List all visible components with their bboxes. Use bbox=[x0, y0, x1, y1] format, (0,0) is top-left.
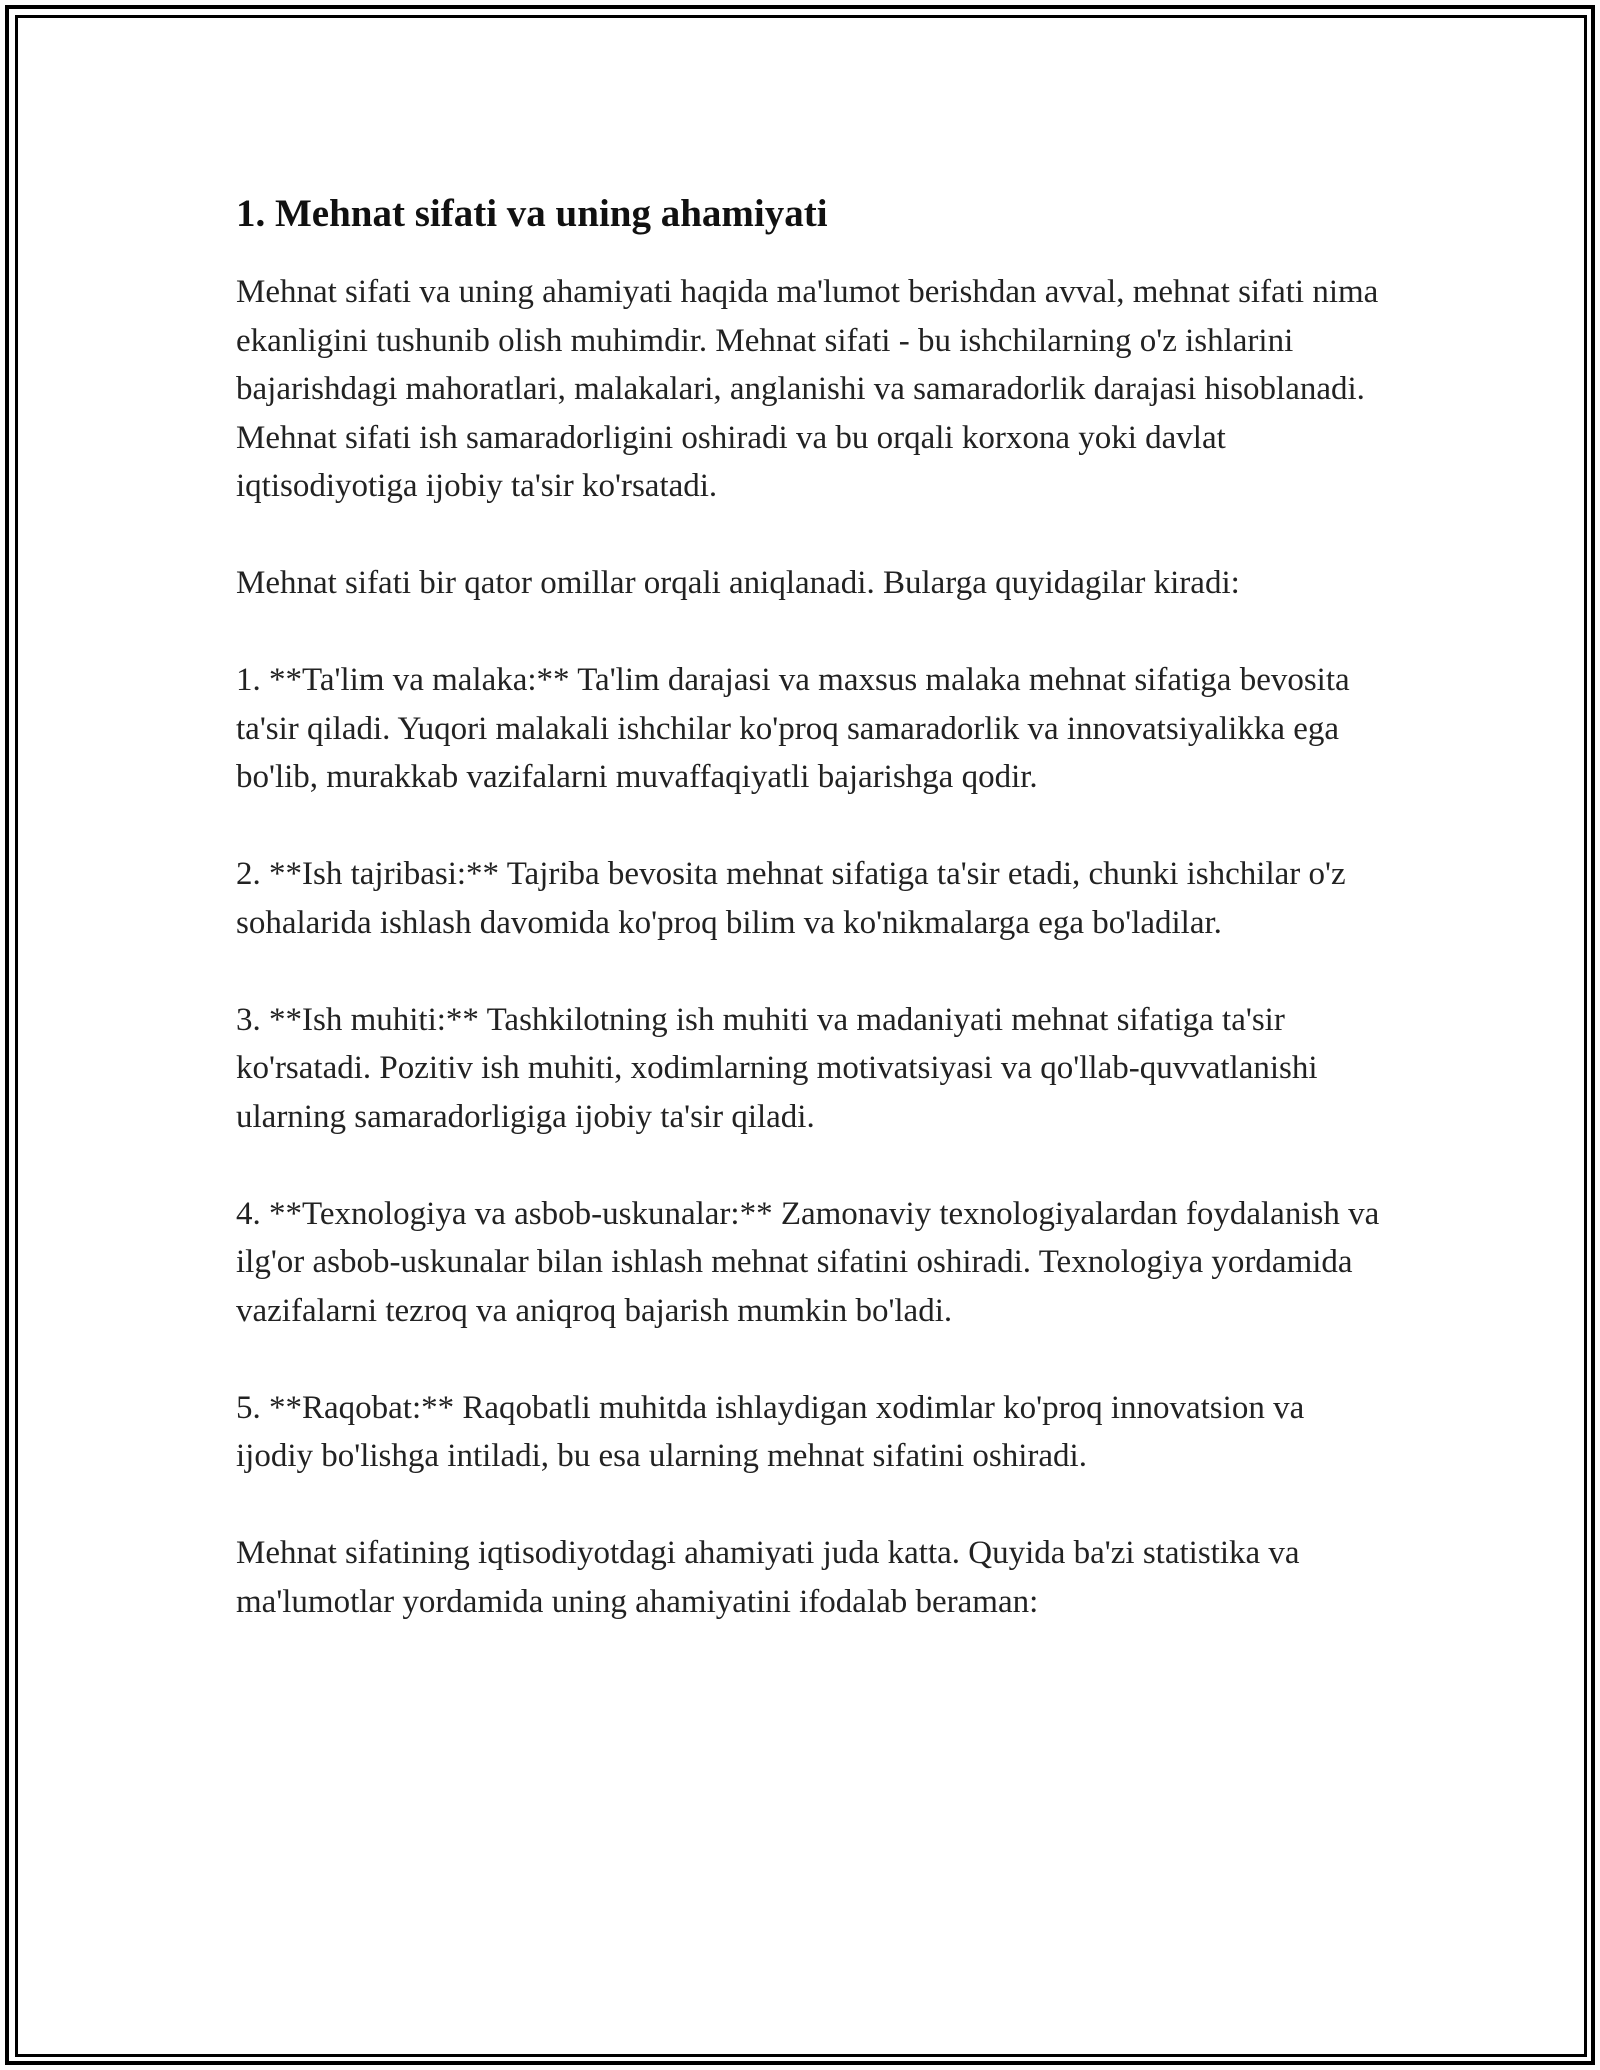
list-item-technology: 4. **Texnologiya va asbob-uskunalar:** Zamonaviy texnologiyalardan foydalanish va ilg'or asbob-uskunalar bilan ishlash mehnat sifatini oshiradi. Texnologiya yordamida vazifalarni tezroq va aniqroq bajarish mumkin bo'ladi. bbox=[236, 1195, 1380, 1329]
document-title: 1. Mehnat sifati va uning ahamiyati bbox=[236, 192, 828, 235]
paragraph-factors-intro: Mehnat sifati bir qator omillar orqali aniqlanadi. Bularga quyidagilar kiradi: bbox=[236, 565, 1240, 601]
document-body bbox=[236, 184, 1386, 1675]
list-item-experience: 2. **Ish tajribasi:** Tajriba bevosita mehnat sifatiga ta'sir etadi, chunki ishchilar o'z sohalarida ishlash davomida ko'proq bilim va ko'nikmalarga ega bo'ladilar. bbox=[236, 856, 1346, 941]
list-item-education: 1. **Ta'lim va malaka:** Ta'lim darajasi va maxsus malaka mehnat sifatiga bevosita ta'sir qiladi. Yuqori malakali ishchilar ko'proq samaradorlik va innovatsiyalikka ega bo'lib, murakkab vazifalarni muvaffaqiyatli bajarishga qodir. bbox=[236, 662, 1350, 795]
list-item-competition: 5. **Raqobat:** Raqobatli muhitda ishlaydigan xodimlar ko'proq innovatsion va ijodiy bo'lishga intiladi, bu esa ularning mehnat sifatini oshiradi. bbox=[236, 1389, 1305, 1474]
paragraph-intro: Mehnat sifati va uning ahamiyati haqida ma'lumot berishdan avval, mehnat sifati nima ekanligini tushunib olish muhimdir. Mehnat sifati - bu ishchilarning o'z ishlarini bajarishdagi mahoratlari, malakalari, anglanishi va samaradorlik darajasi hisoblanadi. Mehnat sifati ish samaradorligini oshiradi va bu orqali korxona yoki davlat iqtisodiyotiga ijobiy ta'sir ko'rsatadi. bbox=[236, 274, 1379, 504]
list-item-work-environment: 3. **Ish muhiti:** Tashkilotning ish muhiti va madaniyati mehnat sifatiga ta'sir ko'rsatadi. Pozitiv ish muhiti, xodimlarning motivatsiyasi va qo'llab-quvvatlanishi ularning samaradorligiga ijobiy ta'sir qiladi. bbox=[236, 1001, 1318, 1135]
paragraph-conclusion: Mehnat sifatining iqtisodiyotdagi ahamiyati juda katta. Quyida ba'zi statistika va ma'lumotlar yordamida uning ahamiyatini ifodalab beraman: bbox=[236, 1535, 1300, 1620]
